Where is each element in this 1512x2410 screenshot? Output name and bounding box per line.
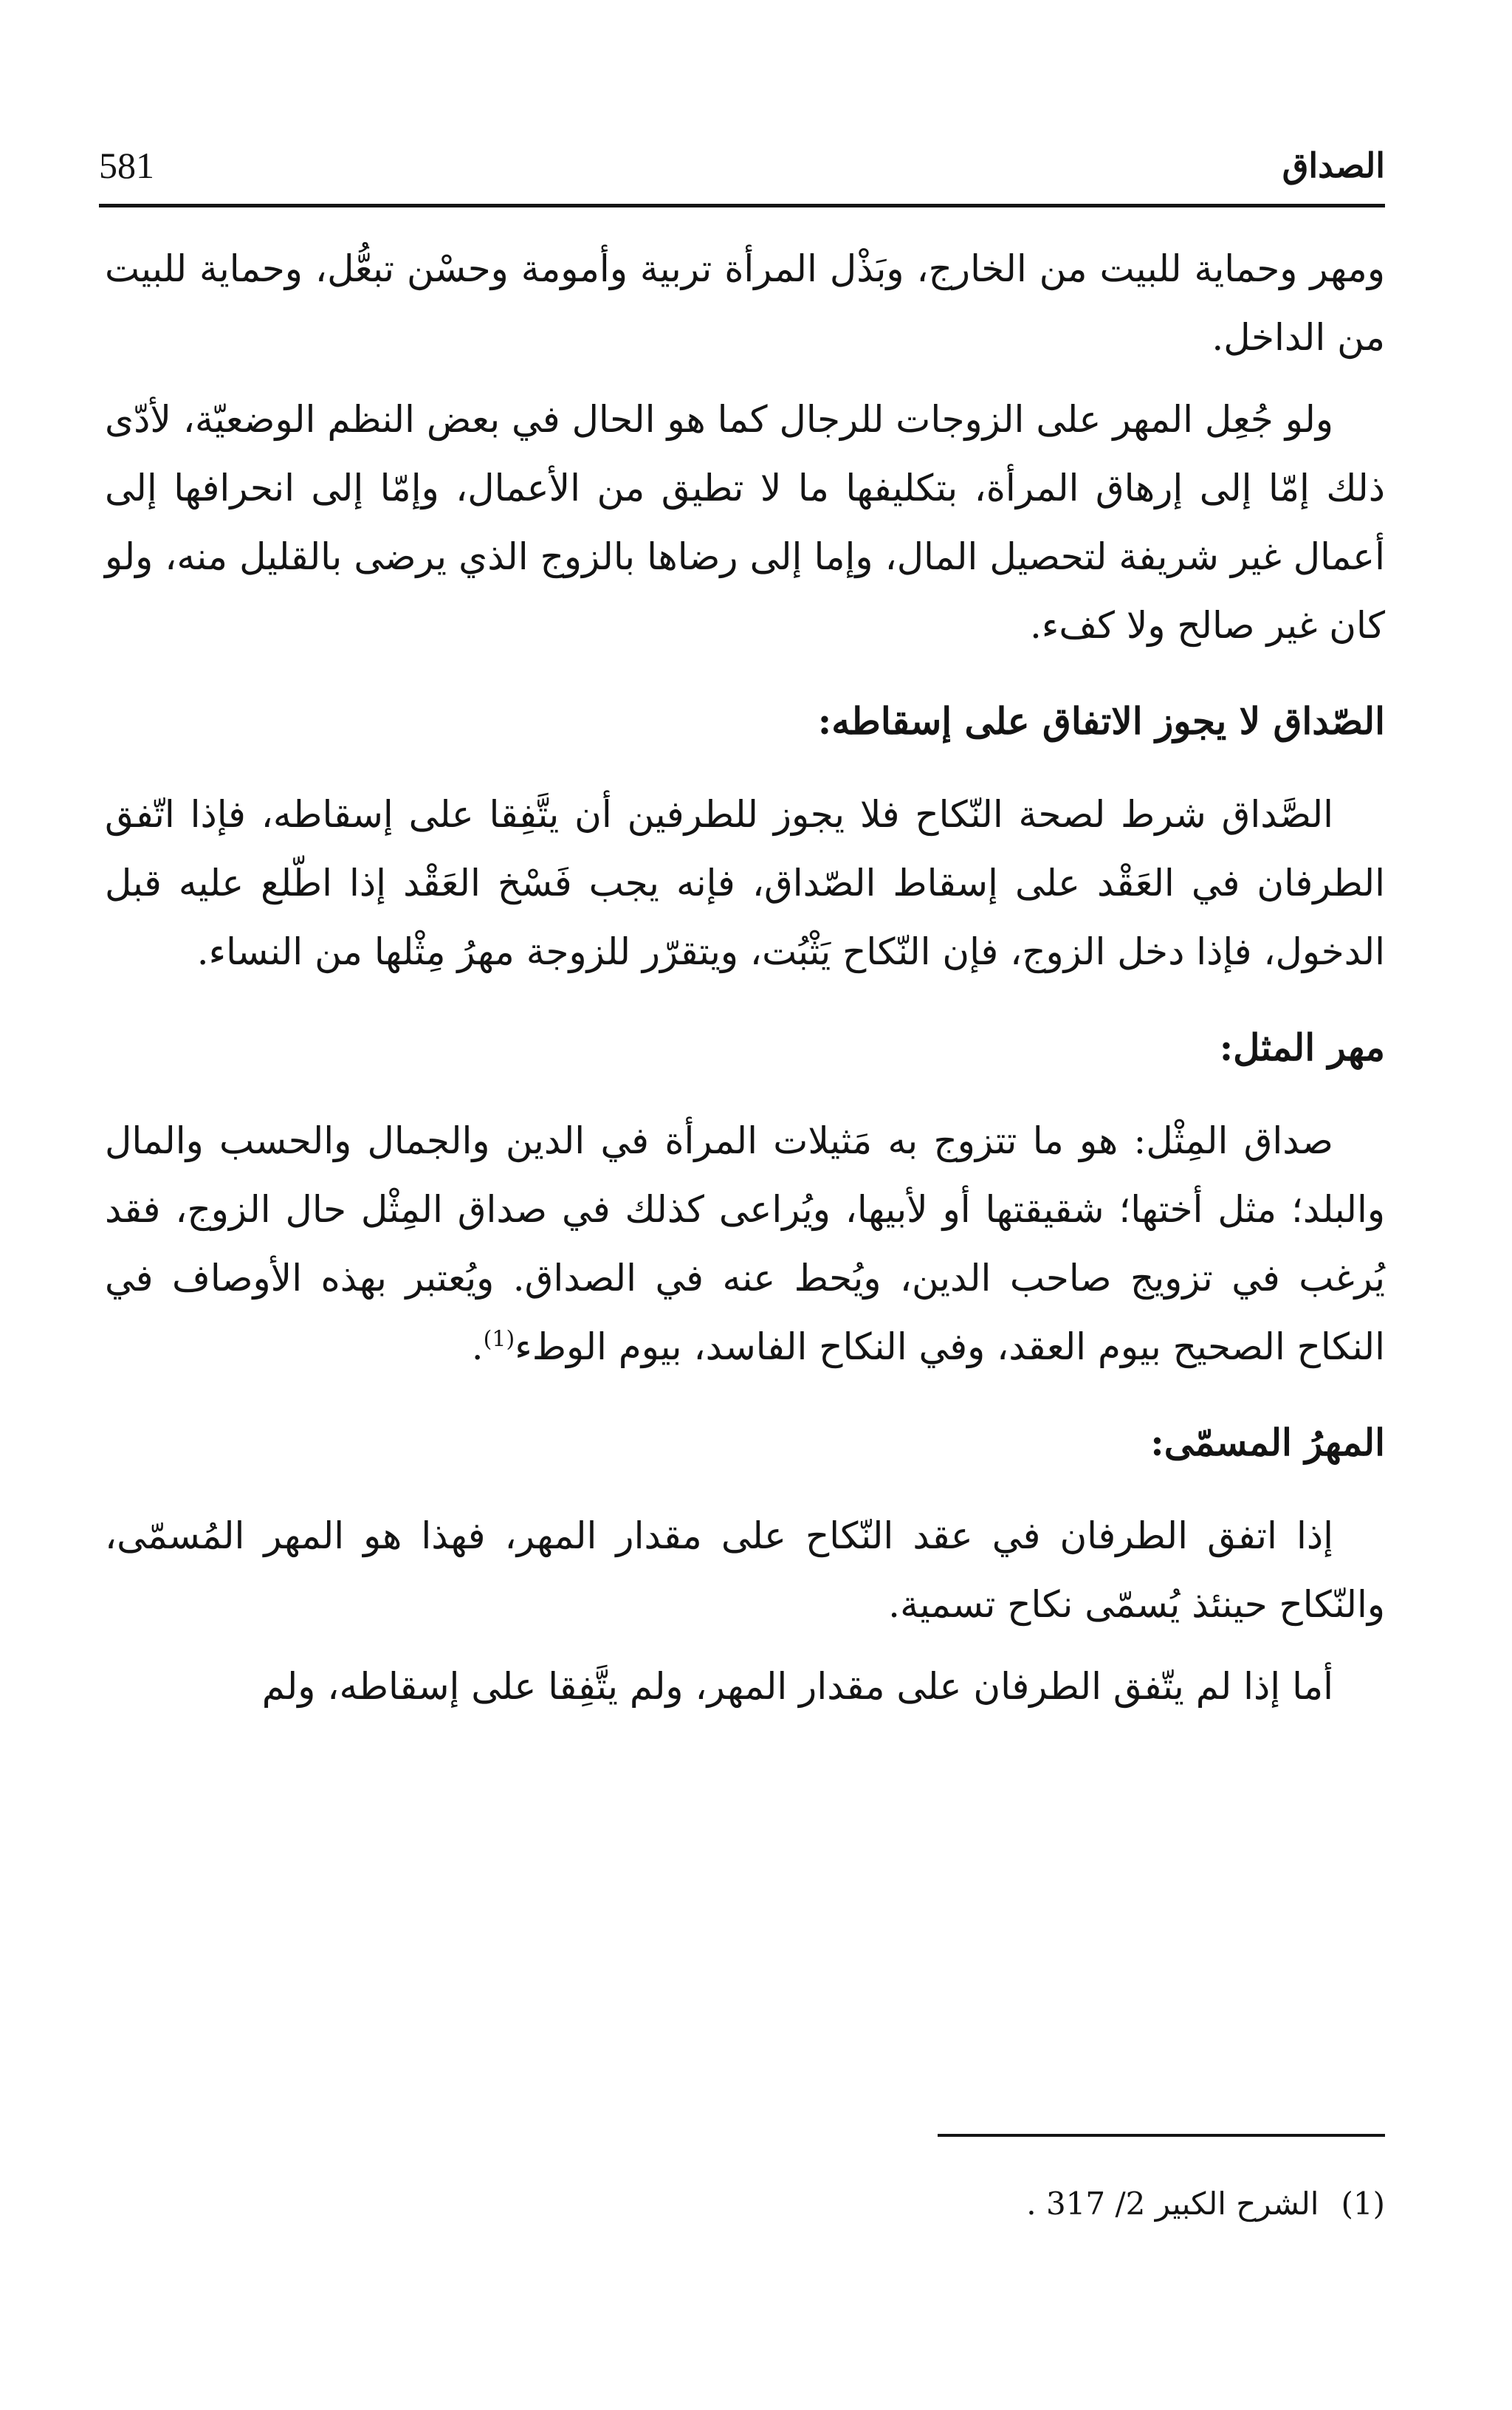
paragraph-4-tail: . xyxy=(471,1325,484,1368)
running-title: الصداق xyxy=(1282,145,1385,185)
paragraph-2: ولو جُعِل المهر على الزوجات للرجال كما هو الحال في بعض النظم الوضعيّة، لأدّى ذلك إمّا إلى إرهاق المرأة، بتكليفها ما لا تطيق من الأعمال، وإمّا إلى انحرافها إلى أعمال غير شريفة لتحصيل المال، وإما إلى رضاها بالزوج الذي يرضى بالقليل منه، ولو كان غير صالح ولا كفء. xyxy=(105,398,1385,647)
heading-sadaq-waiver: الصّداق لا يجوز الاتفاق على إسقاطه: xyxy=(817,699,1385,743)
footnote-rule xyxy=(938,2134,1385,2137)
paragraph-5: إذا اتفق الطرفان في عقد النّكاح على مقدار المهر، فهذا هو المهر المُسمّى، والنّكاح حينئذ يُسمّى نكاح تسمية. xyxy=(105,1514,1385,1626)
header-rule xyxy=(99,204,1385,207)
paragraph-3: الصَّداق شرط لصحة النّكاح فلا يجوز للطرفين أن يتَّفِقا على إسقاطه، فإذا اتّفق الطرفان في العَقْد على إسقاط الصّداق، فإنه يجب فَسْخ العَقْد إذا اطّلع عليه قبل الدخول، فإذا دخل الزوج، فإن النّكاح يَثْبُت، ويتقرّر للزوجة مهرُ مِثْلها من النساء. xyxy=(105,793,1385,973)
footnote xyxy=(664,2178,1385,2230)
paragraph-1: ومهر وحماية للبيت من الخارج، وبَذْل المرأة تربية وأمومة وحسْن تبعُّل، وحماية للبيت من الداخل. xyxy=(105,247,1385,359)
heading-mahr-mithl: مهر المثل: xyxy=(1219,1026,1385,1069)
footnote-marker: (1) xyxy=(1341,2186,1385,2222)
body-text xyxy=(105,235,1385,1734)
paragraph-4 xyxy=(105,1107,1385,1381)
heading-mahr-musamma: المهرُ المسمّى: xyxy=(1150,1421,1385,1464)
paragraph-4-text: صداق المِثْل: هو ما تتزوج به مَثيلات المرأة في الدين والجمال والحسب والمال والبلد؛ مثل أختها؛ شقيقتها أو لأبيها، ويُراعى كذلك في صداق المِثْل حال الزوج، فقد يُرغب في تزويج صاحب الدين، ويُحط عنه في الصداق. ويُعتبر بهذه الأوصاف في النكاح الصحيح بيوم العقد، وفي النكاح الفاسد، بيوم الوطء xyxy=(105,1119,1385,1368)
page-number: 581 xyxy=(99,145,154,186)
paragraph-6: أما إذا لم يتّفق الطرفان على مقدار المهر، ولم يتَّفِقا على إسقاطه، ولم xyxy=(261,1665,1333,1708)
footnote-reference: (1) xyxy=(483,1326,515,1353)
running-header xyxy=(99,131,1385,205)
footnote-text: الشرح الكبير 2/ 317 . xyxy=(1026,2186,1319,2222)
